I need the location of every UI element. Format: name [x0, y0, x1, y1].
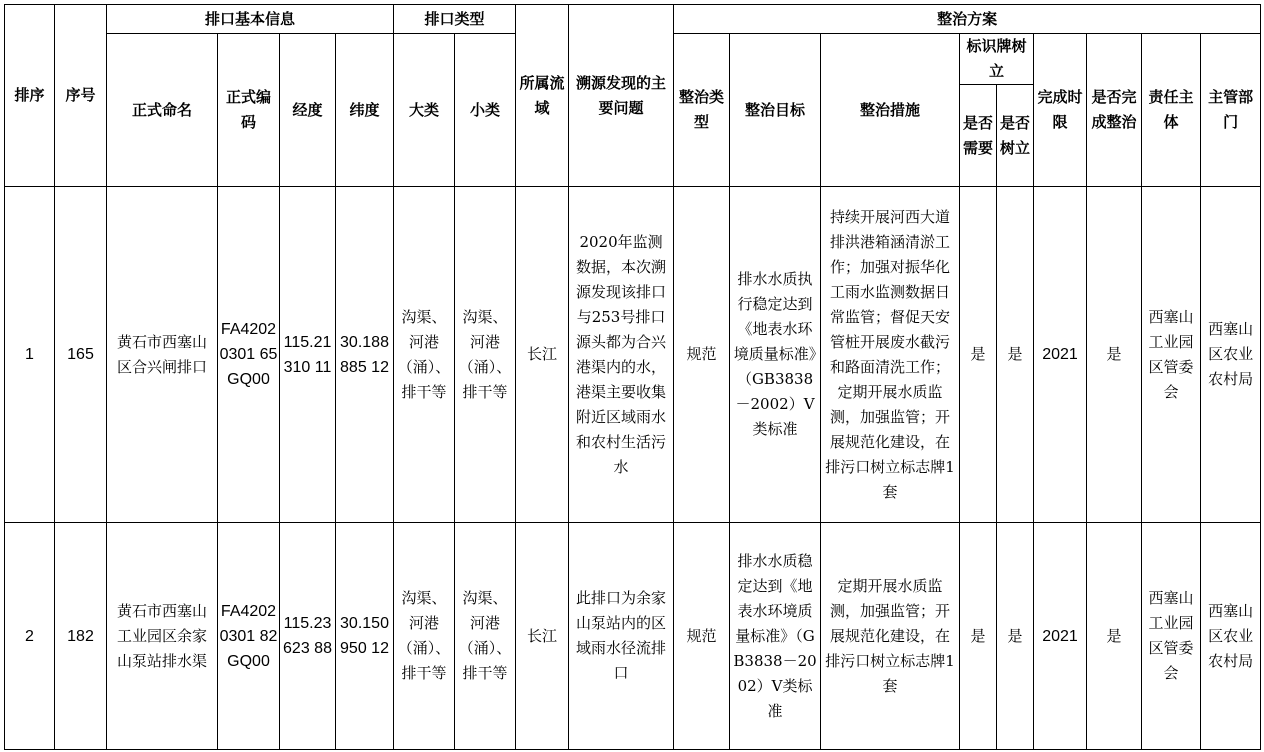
longitude-header: 经度: [280, 34, 336, 187]
sign-set-cell: 是: [997, 523, 1034, 750]
sign-set-header: 是否树立: [997, 85, 1034, 187]
latitude-cell: 30.150950 12: [336, 523, 394, 750]
deadline-cell: 2021: [1034, 187, 1087, 523]
completed-header: 是否完成整治: [1087, 34, 1142, 187]
responsible-cell: 西塞山工业园区管委会: [1142, 187, 1201, 523]
code-cell: FA42020301 82GQ00: [218, 523, 280, 750]
major-class-cell: 沟渠、河港（涌）、排干等: [394, 523, 455, 750]
seq-cell: 182: [55, 523, 107, 750]
official-name-header: 正式命名: [107, 34, 218, 187]
latitude-cell: 30.188885 12: [336, 187, 394, 523]
authority-header: 主管部门: [1201, 34, 1261, 187]
fix-type-cell: 规范: [674, 523, 730, 750]
longitude-cell: 115.21310 11: [280, 187, 336, 523]
goal-cell: 排水水质执行稳定达到《地表水环境质量标准》（GB3838－2002）V类标准: [730, 187, 821, 523]
basin-cell: 长江: [516, 187, 569, 523]
seq-cell: 165: [55, 187, 107, 523]
authority-cell: 西塞山区农业农村局: [1201, 523, 1261, 750]
problem-header: 溯源发现的主要问题: [569, 5, 674, 187]
deadline-cell: 2021: [1034, 523, 1087, 750]
responsible-header: 责任主体: [1142, 34, 1201, 187]
name-cell: 黄石市西塞山工业园区余家山泵站排水渠: [107, 523, 218, 750]
fix-type-cell: 规范: [674, 187, 730, 523]
problem-cell: 2020年监测数据，本次溯源发现该排口与253号排口源头都为合兴港渠内的水，港渠主要收集附近区域雨水和农村生活污水: [569, 187, 674, 523]
sign-group-header: 标识牌树立: [960, 34, 1034, 85]
sign-needed-header: 是否需要: [960, 85, 997, 187]
completed-cell: 是: [1087, 523, 1142, 750]
fix-type-header: 整治类型: [674, 34, 730, 187]
measure-cell: 定期开展水质监测，加强监管；开展规范化建设，在排污口树立标志牌1套: [821, 523, 960, 750]
basin-cell: 长江: [516, 523, 569, 750]
sign-set-cell: 是: [997, 187, 1034, 523]
minor-class-cell: 沟渠、河港（涌）、排干等: [455, 523, 516, 750]
major-class-header: 大类: [394, 34, 455, 187]
outlet-type-header: 排口类型: [394, 5, 516, 34]
rank-cell: 2: [5, 523, 55, 750]
longitude-cell: 115.23623 88: [280, 523, 336, 750]
completed-cell: 是: [1087, 187, 1142, 523]
sign-needed-cell: 是: [960, 187, 997, 523]
minor-class-cell: 沟渠、河港（涌）、排干等: [455, 187, 516, 523]
official-code-header: 正式编码: [218, 34, 280, 187]
goal-cell: 排水水质稳定达到《地表水环境质量标准》（GB3838－2002）V类标准: [730, 523, 821, 750]
major-class-cell: 沟渠、河港（涌）、排干等: [394, 187, 455, 523]
fix-measure-header: 整治措施: [821, 34, 960, 187]
remediation-table: [4, 4, 1261, 750]
deadline-header: 完成时限: [1034, 34, 1087, 187]
sign-needed-cell: 是: [960, 523, 997, 750]
measure-cell: 持续开展河西大道排洪港箱涵清淤工作；加强对振华化工雨水监测数据日常监管；督促天安管桩开展废水截污和路面清洗工作；定期开展水质监测，加强监管；开展规范化建设，在排污口树立标志牌1套: [821, 187, 960, 523]
rank-cell: 1: [5, 187, 55, 523]
table-row: [5, 187, 1261, 523]
basic-info-header: 排口基本信息: [107, 5, 394, 34]
name-cell: 黄石市西塞山区合兴闸排口: [107, 187, 218, 523]
basin-header: 所属流域: [516, 5, 569, 187]
responsible-cell: 西塞山工业园区管委会: [1142, 523, 1201, 750]
code-cell: FA42020301 65GQ00: [218, 187, 280, 523]
seq-header: 序号: [55, 5, 107, 187]
plan-header: 整治方案: [674, 5, 1261, 34]
latitude-header: 纬度: [336, 34, 394, 187]
authority-cell: 西塞山区农业农村局: [1201, 187, 1261, 523]
fix-goal-header: 整治目标: [730, 34, 821, 187]
problem-cell: 此排口为余家山泵站内的区域雨水径流排口: [569, 523, 674, 750]
minor-class-header: 小类: [455, 34, 516, 187]
header-row-1: [5, 5, 1261, 34]
rank-header: 排序: [5, 5, 55, 187]
table-row: [5, 523, 1261, 750]
